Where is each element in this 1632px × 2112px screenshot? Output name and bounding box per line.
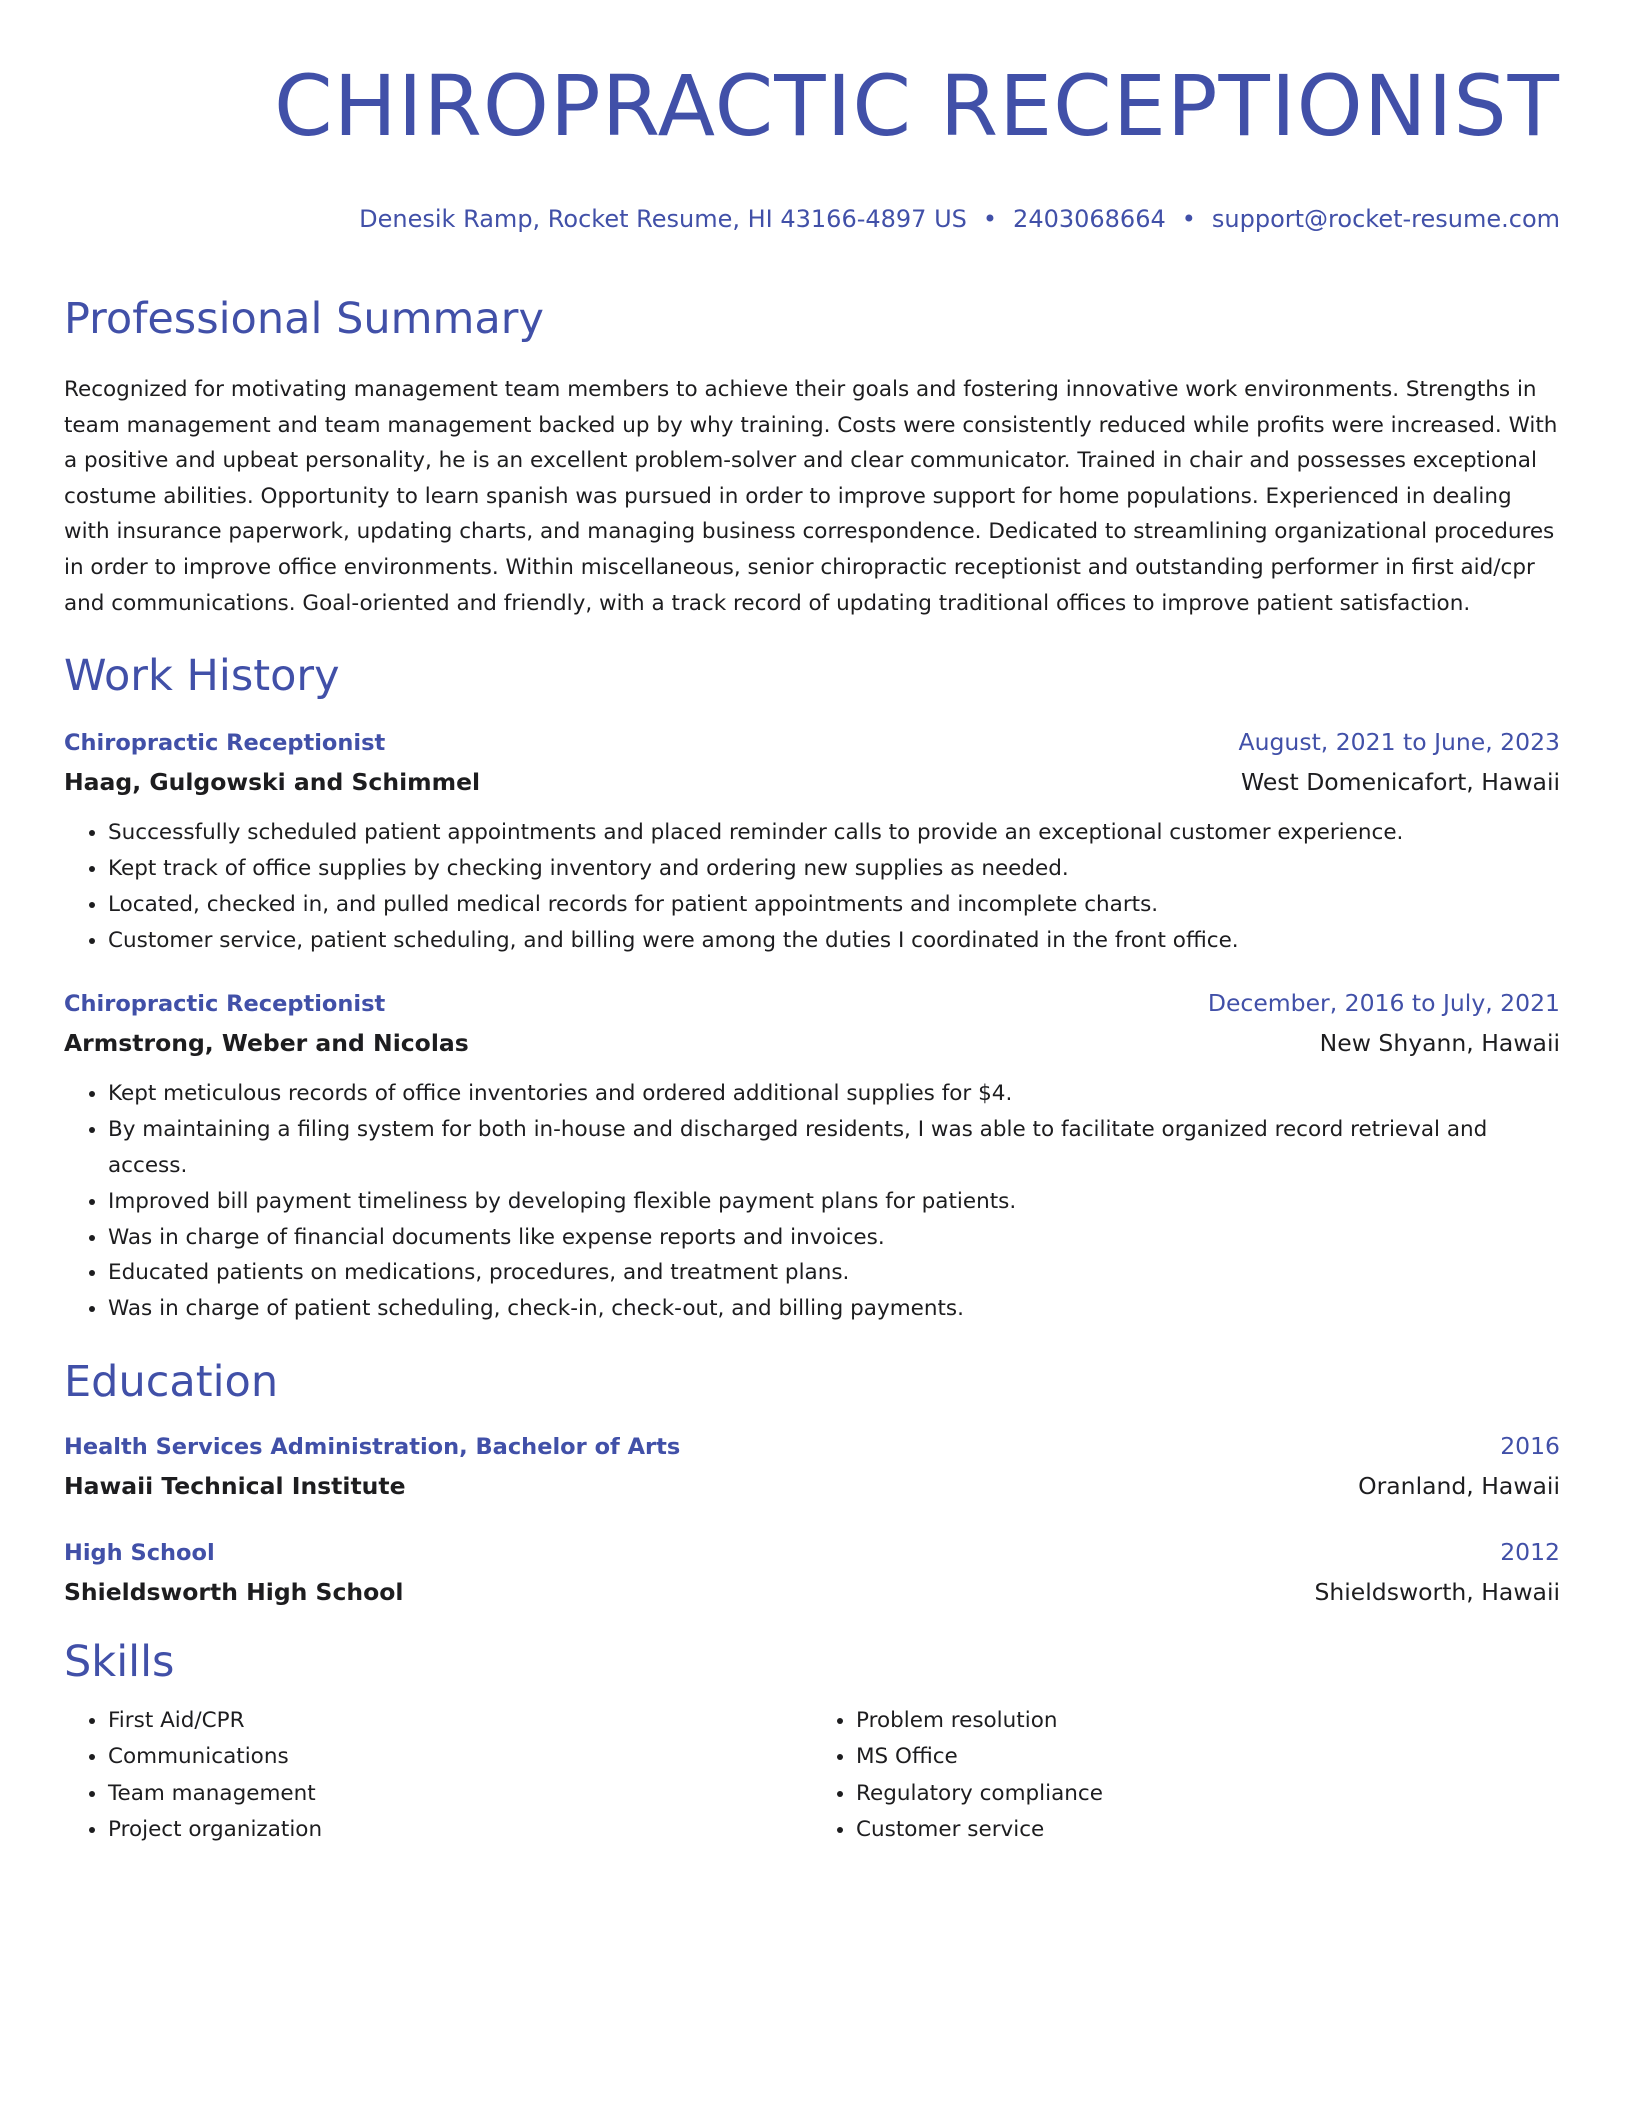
- education-school: Shieldsworth High School: [64, 1577, 404, 1606]
- skills-section: [64, 1637, 1560, 1849]
- education-degree: High School: [64, 1539, 215, 1566]
- education-year: 2012: [1500, 1537, 1560, 1566]
- job-bullet: • Educated patients on medications, procedures, and treatment plans.: [108, 1255, 1560, 1291]
- education-heading: Education: [64, 1356, 279, 1407]
- job-dates: December, 2016 to July, 2021: [1207, 989, 1560, 1018]
- job-company: Haag, Gulgowski and Schimmel: [64, 768, 481, 797]
- education-year: 2016: [1500, 1431, 1560, 1460]
- resume-title: CHIROPRACTIC RECEPTIONIST: [273, 57, 1560, 155]
- job-entry: [64, 727, 1560, 958]
- skill-item: • Customer service: [856, 1812, 1560, 1848]
- skill-item: • Problem resolution: [856, 1703, 1560, 1739]
- skill-item: • MS Office: [856, 1739, 1560, 1775]
- contact-line: [64, 204, 1560, 234]
- skill-item: • First Aid/CPR: [108, 1703, 812, 1739]
- job-role: Chiropractic Receptionist: [64, 730, 386, 757]
- skills-column: [812, 1703, 1560, 1849]
- education-school: Hawaii Technical Institute: [64, 1471, 406, 1500]
- job-bullet: • Located, checked in, and pulled medical records for patient appointments and incomplete charts.: [108, 887, 1560, 923]
- job-bullet: • Kept track of office supplies by checking inventory and ordering new supplies as needed.: [108, 851, 1560, 887]
- contact-address: Denesik Ramp, Rocket Resume, HI 43166-4897 US: [359, 205, 967, 233]
- education-entry: [64, 1537, 1560, 1607]
- skill-item: • Team management: [108, 1776, 812, 1812]
- job-bullet: • By maintaining a filing system for both in-house and discharged residents, I was able to facilitate organized record retrieval and access.: [108, 1112, 1560, 1184]
- skills-column: [64, 1703, 812, 1849]
- contact-separator: •: [982, 205, 998, 233]
- education-location: Oranland, Hawaii: [1358, 1471, 1560, 1500]
- summary-text: Recognized for motivating management team members to achieve their goals and fostering innovative work environments. Strengths in team management and team management backed up by why training. Costs were consistently reduced while profits were increased. With a positive and upbeat personality, he is an excellent problem-solver and clear communicator. Trained in chair and possesses exceptional costume abilities. Opportunity to learn spanish was pursued in order to improve support for home populations. Experienced in dealing with insurance paperwork, updating charts, and managing business correspondence. Dedicated to streamlining organizational procedures in order to improve office environments. Within miscellaneous, senior chiropractic receptionist and outstanding performer in first aid/cpr and communications. Goal-oriented and friendly, with a track record of updating traditional offices to improve patient satisfaction.: [64, 377, 1558, 616]
- skills-list: [64, 1703, 1560, 1849]
- job-bullets: [64, 1076, 1560, 1327]
- job-bullet: • Was in charge of patient scheduling, check-in, check-out, and billing payments.: [108, 1291, 1560, 1327]
- education-section: [64, 1357, 1560, 1607]
- job-location: West Domenicafort, Hawaii: [1240, 768, 1560, 797]
- job-entry: [64, 988, 1560, 1327]
- job-bullet: • Kept meticulous records of office inventories and ordered additional supplies for $4.: [108, 1076, 1560, 1112]
- contact-phone: 2403068664: [1013, 205, 1166, 233]
- contact-separator: •: [1181, 205, 1196, 233]
- resume-page: [64, 0, 1560, 1849]
- summary-section: [64, 294, 1560, 621]
- contact-email: support@rocket-resume.com: [1211, 205, 1560, 233]
- education-entry: [64, 1431, 1560, 1501]
- job-dates: August, 2021 to June, 2023: [1238, 728, 1560, 757]
- education-location: Shieldsworth, Hawaii: [1314, 1577, 1560, 1606]
- skill-item: • Project organization: [108, 1812, 812, 1848]
- job-bullet: • Was in charge of financial documents like expense reports and invoices.: [108, 1220, 1560, 1256]
- job-role: Chiropractic Receptionist: [64, 991, 386, 1018]
- work-history-heading: Work History: [64, 651, 340, 702]
- skills-heading: Skills: [64, 1636, 175, 1687]
- education-degree: Health Services Administration, Bachelor of Arts: [64, 1433, 681, 1460]
- job-location: New Shyann, Hawaii: [1319, 1029, 1560, 1058]
- skill-item: • Regulatory compliance: [856, 1776, 1560, 1812]
- job-bullet: • Customer service, patient scheduling, and billing were among the duties I coordinated in the front office.: [108, 923, 1560, 959]
- job-company: Armstrong, Weber and Nicolas: [64, 1029, 469, 1058]
- skill-item: • Communications: [108, 1739, 812, 1775]
- job-bullet: • Improved bill payment timeliness by developing flexible payment plans for patients.: [108, 1184, 1560, 1220]
- job-bullet: • Successfully scheduled patient appointments and placed reminder calls to provide an exceptional customer experience.: [108, 815, 1560, 851]
- summary-heading: Professional Summary: [64, 294, 544, 344]
- job-bullets: [64, 815, 1560, 958]
- work-history-section: [64, 651, 1560, 1327]
